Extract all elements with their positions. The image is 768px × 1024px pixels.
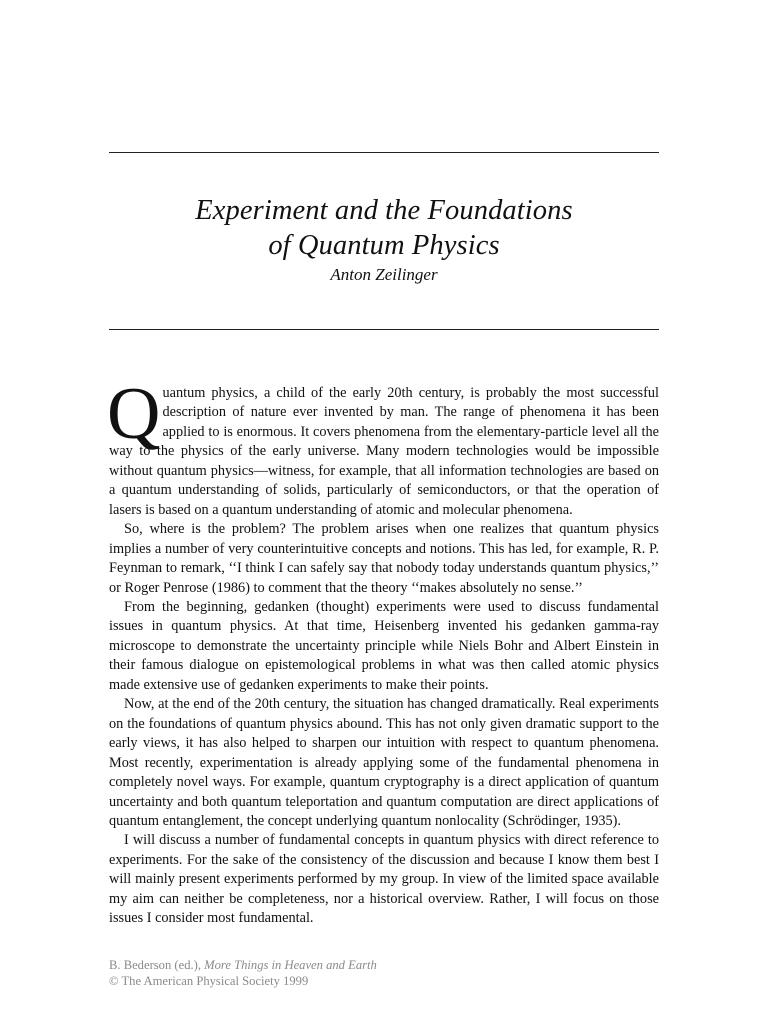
paragraph-1: [107, 373, 659, 520]
author-name: Anton Zeilinger: [330, 265, 438, 284]
top-rule: [109, 152, 659, 153]
drop-cap: Q: [107, 373, 161, 455]
footer-citation: [109, 957, 509, 973]
paragraph-2: So, where is the problem? The problem arises when one realizes that quantum physics implies a number of very counterintuitive concepts and notions. This has led, for example, R. P. Feynman to remark, ‘‘I think I can safely say that nobody today understands quantum physics,’’ or Roger Penrose (1986) to comment that the theory ‘‘makes absolutely no sense.’’: [109, 521, 659, 596]
paragraph-3: From the beginning, gedanken (thought) experiments were used to discuss fundamental issues in quantum physics. At that time, Heisenberg invented his gedanken gamma-ray microscope to demonstrate the uncertainty principle while Niels Bohr and Albert Einstein in their famous dialogue on epistemological problems in what was then called atomic physics made extensive use of gedanken experiments to make their points.: [109, 598, 659, 693]
bottom-rule: [109, 329, 659, 330]
article-title-line-1: Experiment and the Foundations: [195, 195, 573, 226]
title-block: [109, 193, 659, 286]
paragraph-4: Now, at the end of the 20th century, the situation has changed dramatically. Real experiments on the foundations of quantum physics abound. This has not only given dramatic support to the early views, it has also helped to sharpen our intuition with respect to quantum phenomena. Most recently, experimentation is already applying some of the fundamental phenomena in completely novel ways. For example, quantum cryptography is a direct application of quantum uncertainty and both quantum teleportation and quantum computation are direct applications of quantum entanglement, the concept underlying quantum nonlocality (Schrödinger, 1935).: [109, 696, 659, 829]
footer-book-title: More Things in Heaven and Earth: [204, 958, 377, 972]
page-footer: [109, 957, 509, 989]
footer-copyright: © The American Physical Society 1999: [109, 974, 309, 988]
body-text: [107, 373, 659, 929]
footer-editor: B. Bederson (ed.),: [109, 958, 205, 972]
paragraph-5: I will discuss a number of fundamental concepts in quantum physics with direct reference to experiments. For the sake of the consistency of the discussion and because I know them best I will mainly present experiments performed by my group. In view of the limited space available my aim can neither be completeness, nor a historical overview. Rather, I will focus on those issues I consider most fundamental.: [109, 832, 659, 927]
paragraph-1-text: uantum physics, a child of the early 20th century, is probably the most successful description of nature ever invented by man. The range of phenomena it has been applied to is enormous. It covers phenomena from the elementary-particle level all the way to the physics of the early universe. Many modern technologies would be impossible without quantum physics—witness, for example, that all information technologies are based on a quantum understanding of solids, particularly of semiconductors, or that the operation of lasers is based on a quantum understanding of atomic and molecular phenomena.: [109, 385, 659, 518]
article-title-line-2: of Quantum Physics: [268, 230, 500, 261]
